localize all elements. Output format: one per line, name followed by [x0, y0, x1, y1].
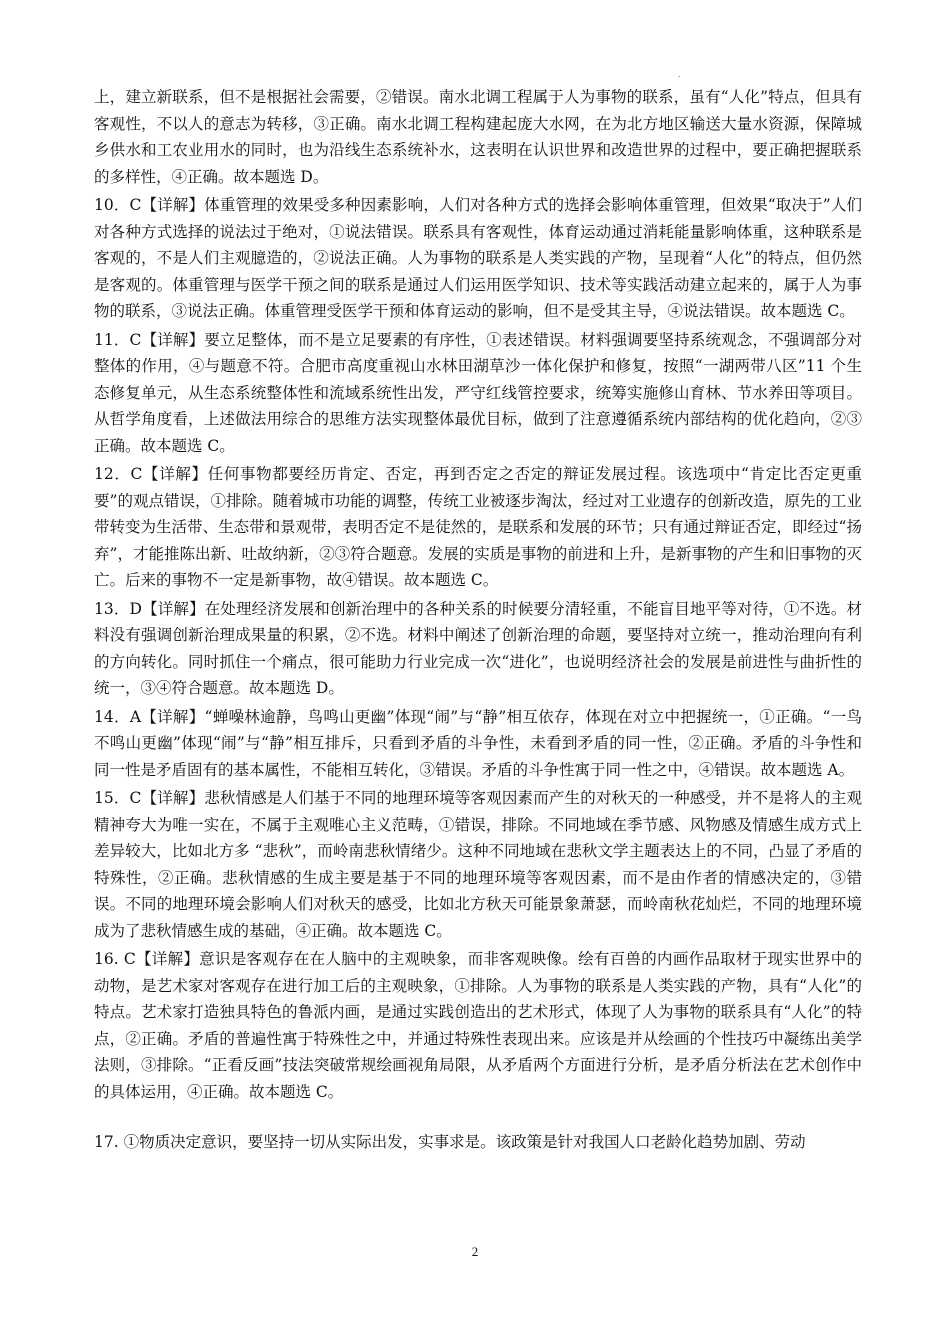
answer-12: 12．C【详解】任何事物都要经历肯定、否定，再到否定之否定的辩证发展过程。该选项中“肯定比否定更重要”的观点错误，①排除。随着城市功能的调整，传统工业被逐步淘汰，经过对工业遗存的创新改造，原先的工业带转变为生活带、生态带和景观带，表明否定不是徒然的，是联系和发展的环节；只有通过辩证否定，即经过“扬弃”，才能推陈出新、吐故纳新，②③符合题意。发展的实质是事物的前进和上升，是新事物的产生和旧事物的灭亡。后来的事物不一定是新事物，故④错误。故本题选 C。	[94, 465, 862, 589]
top-mark: .	[678, 70, 681, 79]
answer-13: 13．D【详解】在处理经济发展和创新治理中的各种关系的时候要分清轻重，不能盲目地平等对待，①不选。材料没有强调创新治理成果量的积累，②不选。材料中阐述了创新治理的命题，要坚持对立统一，推动治理向有利的方向转化。同时抓住一个痛点，很可能助力行业完成一次“进化”，也说明经济社会的发展是前进性与曲折性的统一，③④符合题意。故本题选 D。	[94, 599, 862, 697]
answer-10: 10．C【详解】体重管理的效果受多种因素影响，人们对各种方式的选择会影响体重管理，但效果“取决于”人们对各种方式选择的说法过于绝对，①说法错误。联系具有客观性，体育运动通过消耗能量影响体重，这种联系是客观的，不是人们主观臆造的，②说法正确。人为事物的联系是人类实践的产物，呈现着“人化”的特点，但仍然是客观的。体重管理与医学干预之间的联系是通过人们运用医学知识、技术等实践活动建立起来的，属于人为事物的联系，③说法正确。体重管理受医学干预和体育运动的影响，但不是受其主导，④说法错误。故本题选 C。	[94, 196, 862, 320]
answer-16: 16. C【详解】意识是客观存在在人脑中的主观映象，而非客观映像。绘有百兽的内画作品取材于现实世界中的动物，是艺术家对客观存在进行加工后的主观映象，①排除。人为事物的联系是人类实践的产物，具有“人化”的特点。艺术家打造独具特色的鲁派内画，是通过实践创造出的艺术形式，体现了人为事物的联系具有“人化”的特点，②正确。矛盾的普遍性寓于特殊性之中，并通过特殊性表现出来。应该是并从绘画的个性技巧中凝练出美学法则，③排除。“正看反画”技法突破常规绘画视角局限，从矛盾两个方面进行分析，是矛盾分析法在艺术创作中的具体运用，④正确。故本题选 C。	[94, 950, 862, 1101]
answer-17: 17. ①物质决定意识，要坚持一切从实际出发，实事求是。该政策是针对我国人口老龄化趋势加剧、劳动	[94, 1133, 806, 1151]
document-body	[94, 84, 862, 1156]
page-number: 2	[471, 1244, 479, 1259]
paragraph-9-continued: 上，建立新联系，但不是根据社会需要，②错误。南水北调工程属于人为事物的联系，虽有“人化”特点，但具有客观性，不以人的意志为转移，③正确。南水北调工程构建起庞大水网，在为北方地区输送大量水资源，保障城乡供水和工农业用水的同时，也为沿线生态系统补水，这表明在认识世界和改造世界的过程中，要正确把握联系的多样性，④正确。故本题选 D。	[94, 88, 862, 186]
section-gap	[94, 1105, 862, 1129]
answer-15: 15．C【详解】悲秋情感是人们基于不同的地理环境等客观因素而产生的对秋天的一种感受，并不是将人的主观精神夸大为唯一实在，不属于主观唯心主义范畴，①错误，排除。不同地域在季节感、风物感及情感生成方式上差异较大，比如北方多 “悲秋”，而岭南悲秋情绪少。这种不同地域在悲秋文学主题表达上的不同，凸显了矛盾的特殊性，②正确。悲秋情感的生成主要是基于不同的地理环境等客观因素，而不是由作者的情感决定的，③错误。不同的地理环境会影响人们对秋天的感受，比如北方秋天可能景象萧瑟，而岭南秋花灿烂，不同的地理环境成为了悲秋情感生成的基础，④正确。故本题选 C。	[94, 789, 862, 940]
answer-11: 11．C【详解】要立足整体，而不是立足要素的有序性，①表述错误。材料强调要坚持系统观念，不强调部分对整体的作用，④与题意不符。合肥市高度重视山水林田湖草沙一体化保护和修复，按照“一湖两带八区”11 个生态修复单元，从生态系统整体性和流域系统性出发，严守红线管控要求，统筹实施修山育林、节水养田等项目。从哲学角度看，上述做法用综合的思维方法实现整体最优目标，做到了注意遵循系统内部结构的优化趋向，②③正确。故本题选 C。	[94, 330, 862, 455]
answer-14: 14．A【详解】“蝉噪林逾静，鸟鸣山更幽”体现“闹”与“静”相互依存，体现在对立中把握统一，①正确。“一鸟不鸣山更幽”体现“闹”与“静”相互排斥，只看到矛盾的斗争性，未看到矛盾的同一性，②正确。矛盾的斗争性和同一性是矛盾固有的基本属性，不能相互转化，③错误。矛盾的斗争性寓于同一性之中，④错误。故本题选 A。	[94, 707, 862, 779]
